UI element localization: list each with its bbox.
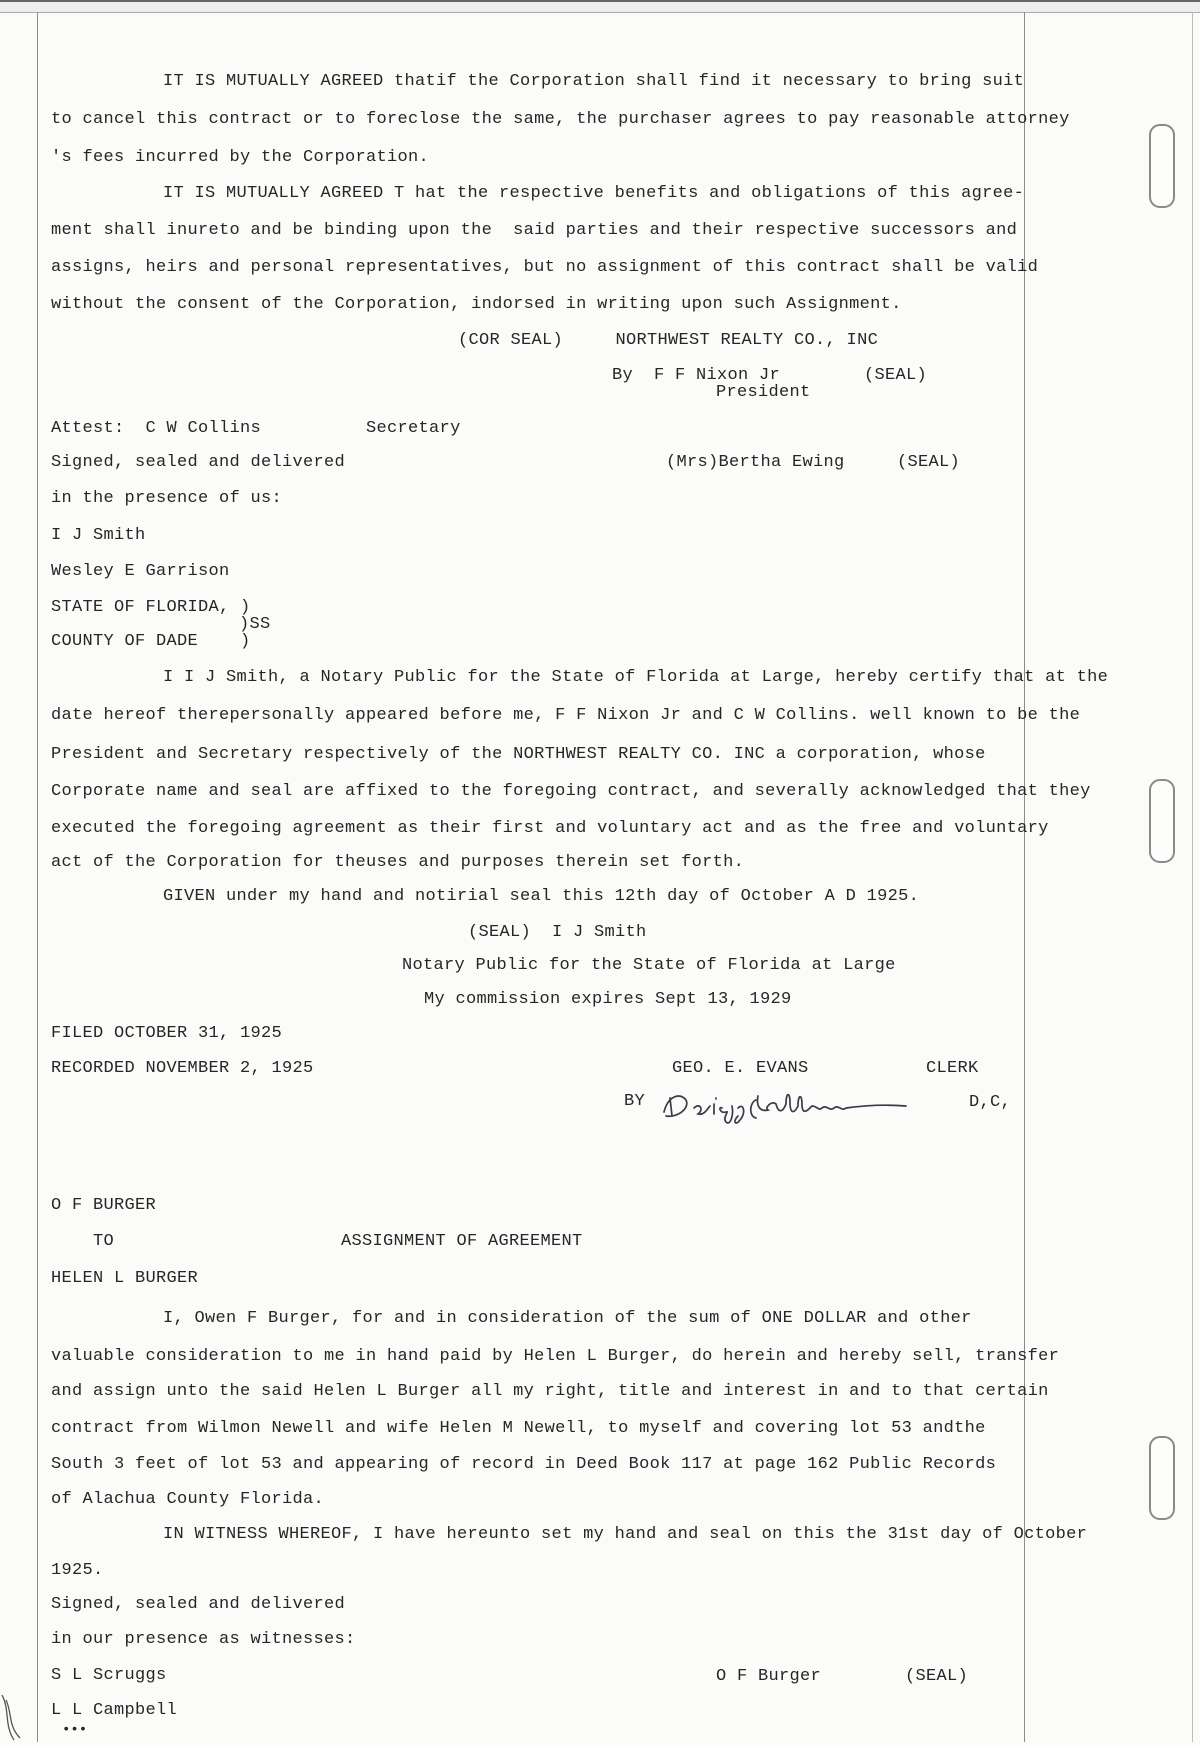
acknowledgment-line: Corporate name and seal are affixed to the foregoing contract, and severally acknowledged that they [51,782,1091,801]
witness-name: S L Scruggs [51,1666,167,1685]
clerk-name: GEO. E. EVANS [672,1059,809,1078]
notary-seal-line: (SEAL) I J Smith [468,923,647,942]
presence-line: in our presence as witnesses: [51,1630,356,1649]
acknowledgment-line: I I J Smith, a Notary Public for the State of Florida at Large, hereby certify that at the [163,668,1109,687]
page-top-border [0,0,1200,13]
president-signature-line: By F F Nixon Jr (SEAL) [612,366,928,385]
witness-whereof-year: 1925. [51,1561,104,1580]
agreement-line: assigns, heirs and personal representatives, but no assignment of this contract shall be valid [51,258,1039,277]
clerk-title: CLERK [926,1059,979,1078]
binder-hole-middle [1149,779,1175,863]
purchaser-signature-line: (Mrs)Bertha Ewing (SEAL) [666,453,961,472]
deputy-clerk-title: D,C, [969,1093,1012,1112]
page-edge-rule [1192,12,1193,1742]
assignee-name: HELEN L BURGER [51,1269,199,1288]
acknowledgment-line: date hereof therepersonally appeared before me, F F Nixon Jr and C W Collins. well known to be the [51,706,1081,725]
president-title: President [716,383,811,402]
given-line: GIVEN under my hand and notirial seal this 12th day of October A D 1925. [163,887,920,906]
attest-line: Attest: C W Collins Secretary [51,419,461,438]
filed-date: FILED OCTOBER 31, 1925 [51,1024,283,1043]
binder-hole-top [1149,124,1175,208]
agreement-line: to cancel this contract or to foreclose the same, the purchaser agrees to pay reasonable attorney [51,110,1070,129]
assignment-line: and assign unto the said Helen L Burger all my right, title and interest in and to that certain [51,1382,1049,1401]
agreement-line: IT IS MUTUALLY AGREED T hat the respective benefits and obligations of this agree- [163,184,1025,203]
witness-name: I J Smith [51,526,146,545]
assignment-line: valuable consideration to me in hand paid by Helen L Burger, do herein and hereby sell, transfer [51,1347,1060,1366]
deputy-clerk-signature [660,1082,910,1128]
binder-hole-bottom [1149,1436,1175,1520]
signed-sealed-line: Signed, sealed and delivered [51,1595,346,1614]
assignment-line: contract from Wilmon Newell and wife Helen M Newell, to myself and covering lot 53 andthe [51,1419,986,1438]
witness-name: L L Campbell [51,1701,178,1720]
to-label: TO [93,1232,115,1251]
venue-state: STATE OF FLORIDA, ) [51,598,251,617]
witness-name: Wesley E Garrison [51,562,230,581]
ellipsis-mark: ••• [62,1722,88,1738]
by-label: BY [624,1092,646,1111]
assignment-line: I, Owen F Burger, for and in consideration of the sum of ONE DOLLAR and other [163,1309,972,1328]
agreement-line: without the consent of the Corporation, indorsed in writing upon such Assignment. [51,295,902,314]
assignment-line: South 3 feet of lot 53 and appearing of record in Deed Book 117 at page 162 Public Records [51,1455,997,1474]
presence-line: in the presence of us: [51,489,283,508]
agreement-line: 's fees incurred by the Corporation. [51,148,430,167]
acknowledgment-line: President and Secretary respectively of the NORTHWEST REALTY CO. INC a corporation, whose [51,745,986,764]
signed-sealed-line: Signed, sealed and delivered [51,453,346,472]
notary-commission-line: My commission expires Sept 13, 1929 [424,990,792,1009]
agreement-line: ment shall inureto and be binding upon the said parties and their respective successors and [51,221,1018,240]
recorded-date: RECORDED NOVEMBER 2, 1925 [51,1059,314,1078]
notary-title-line: Notary Public for the State of Florida at Large [402,956,896,975]
document-heading: ASSIGNMENT OF AGREEMENT [341,1232,583,1251]
assignor-signature-line: O F Burger (SEAL) [716,1667,969,1686]
left-margin-rule [37,12,38,1742]
assignment-line: of Alachua County Florida. [51,1490,325,1509]
venue-ss: )SS [239,615,271,634]
acknowledgment-line: executed the foregoing agreement as their first and voluntary act and as the free and voluntary [51,819,1049,838]
witness-whereof-line: IN WITNESS WHEREOF, I have hereunto set my hand and seal on this the 31st day of October [163,1525,1088,1544]
assignor-name: O F BURGER [51,1196,157,1215]
venue-county: COUNTY OF DADE ) [51,632,251,651]
agreement-line: IT IS MUTUALLY AGREED thatif the Corporation shall find it necessary to bring suit [163,72,1025,91]
pencil-mark [0,1690,28,1745]
acknowledgment-line: act of the Corporation for theuses and purposes therein set forth. [51,853,745,872]
corporate-seal-line: (COR SEAL) NORTHWEST REALTY CO., INC [458,331,879,350]
